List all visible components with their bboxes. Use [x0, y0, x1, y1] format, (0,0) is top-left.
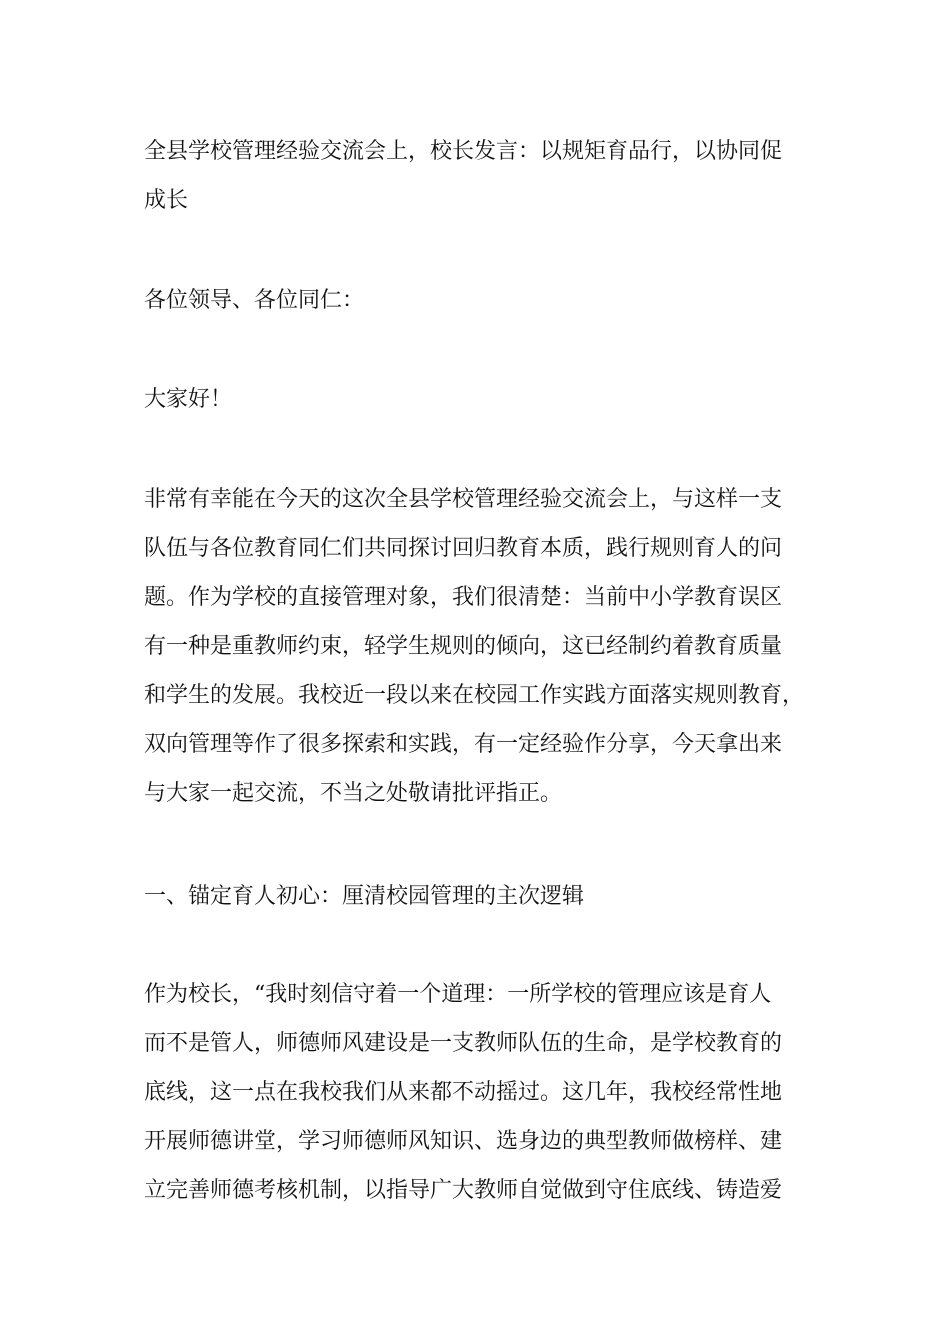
- paragraph-section1: [144, 970, 824, 1215]
- paragraph-line: 和学生的发展。我校近一段以来在校园工作实践方面落实规则教育，: [144, 683, 805, 708]
- paragraph-line: 底线，这一点在我校我们从来都不动摇过。这几年，我校经常性地: [144, 1080, 783, 1105]
- title-line: 成长: [144, 188, 189, 213]
- paragraph-line: 非常有幸能在今天的这次全县学校管理经验交流会上，与这样一支: [144, 487, 783, 512]
- section-heading: [144, 872, 824, 921]
- title-line: 全县学校管理经验交流会上，校长发言：以规矩育品行，以协同促: [144, 139, 783, 164]
- paragraph-line: 与大家一起交流，不当之处敬请批评指正。: [144, 781, 563, 806]
- paragraph-intro: [144, 475, 824, 818]
- greeting: [144, 375, 824, 424]
- greeting-text: 大家好！: [144, 387, 233, 412]
- paragraph-line: 开展师德讲堂，学习师德师风知识、选身边的典型教师做榜样、建: [144, 1129, 783, 1154]
- paragraph-line: 队伍与各位教育同仁们共同探讨回归教育本质，践行规则育人的问: [144, 536, 783, 561]
- salutation-text: 各位领导、各位同仁：: [144, 288, 365, 313]
- salutation: [144, 276, 824, 325]
- paragraph-line: 双向管理等作了很多探索和实践，有一定经验作分享，今天拿出来: [144, 732, 783, 757]
- paragraph-line: 立完善师德考核机制，以指导广大教师自觉做到守住底线、铸造爱: [144, 1178, 783, 1203]
- paragraph-line: 有一种是重教师约束，轻学生规则的倾向，这已经制约着教育质量: [144, 634, 783, 659]
- paragraph-line: 作为校长，“我时刻信守着一个道理：一所学校的管理应该是育人: [144, 982, 772, 1007]
- paragraph-line: 而不是管人，师德师风建设是一支教师队伍的生命，是学校教育的: [144, 1031, 783, 1056]
- section-heading-text: 一、锚定育人初心：厘清校园管理的主次逻辑: [144, 884, 585, 909]
- document-title: [144, 127, 824, 225]
- paragraph-line: 题。作为学校的直接管理对象，我们很清楚：当前中小学教育误区: [144, 585, 783, 610]
